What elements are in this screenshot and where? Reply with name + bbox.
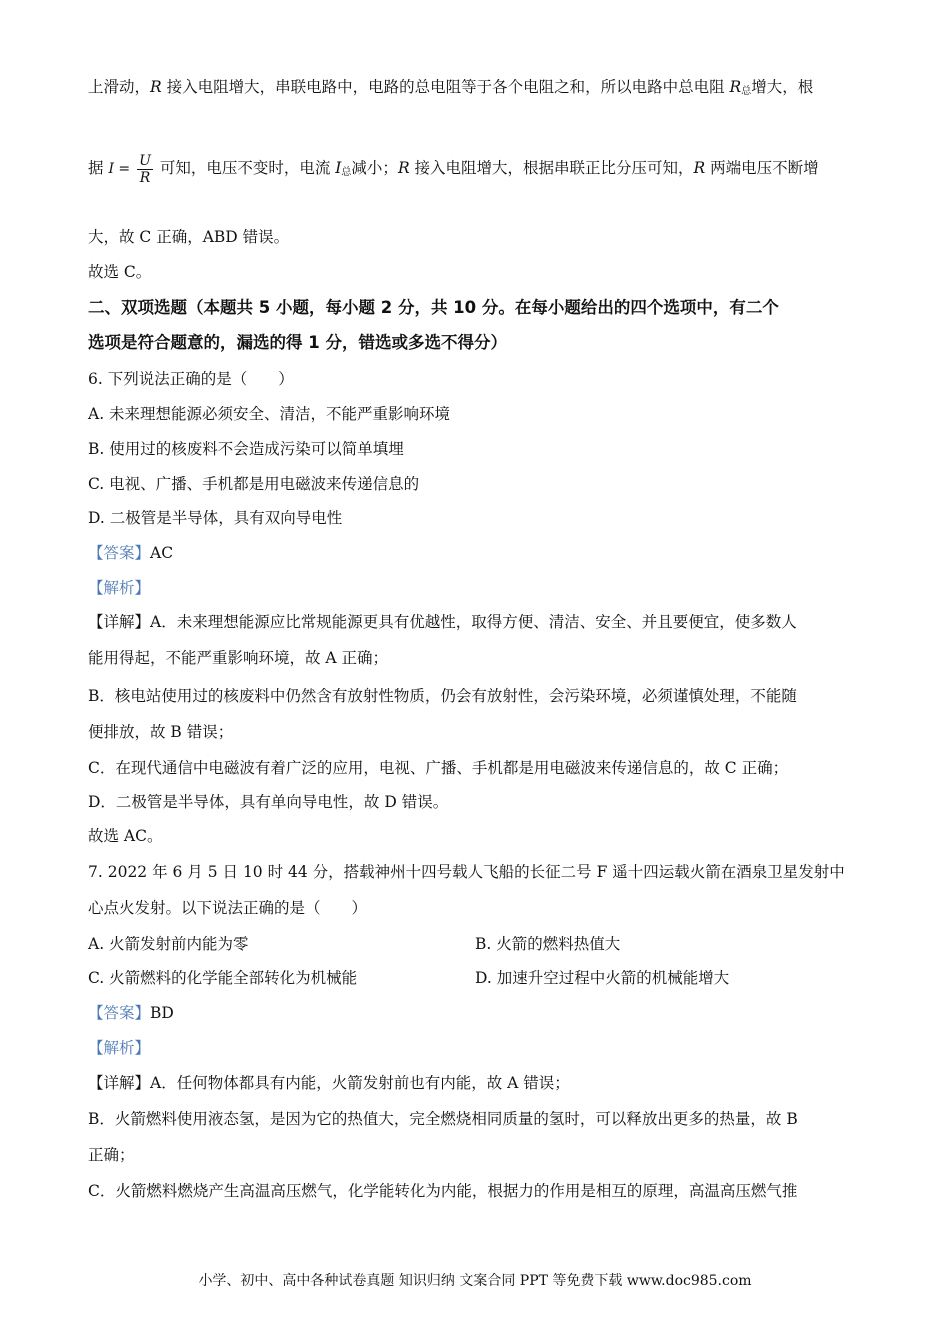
option-d: D. 加速升空过程中火箭的机械能增大 [475,969,730,987]
fraction: $\frac{U}{R}$ [139,152,151,186]
option-d: D. 二极管是半导体，具有双向导电性 [88,509,343,527]
option-row [88,934,862,954]
analysis-tag: 【解析】 [88,579,151,597]
detail-line: 【详解】A．未来理想能源应比常规能源更具有优越性，取得方便、清洁、安全、并且要便宜，使多数人 [88,613,797,631]
section-heading: 二、双项选题（本题共 5 小题，每小题 2 分，共 10 分。在每小题给出的四个选项中，有二个 [88,298,779,317]
option-b: B. 火箭的燃料热值大 [475,935,621,953]
paragraph-line: 大，故 C 正确，ABD 错误。 [88,228,290,246]
question-stem: 心点火发射。以下说法正确的是（ ） [88,899,368,917]
detail-line: C．在现代通信中电磁波有着广泛的应用，电视、广播、手机都是用电磁波来传递信息的，故 C 正确； [88,759,789,777]
option-a: A. 火箭发射前内能为零 [88,935,249,953]
detail-line: 正确； [88,1146,135,1164]
detail-line: 【详解】A．任何物体都具有内能，火箭发射前也有内能，故 A 错误； [88,1074,570,1092]
option-c: C. 电视、广播、手机都是用电磁波来传递信息的 [88,475,420,493]
section-heading: 选项是符合题意的，漏选的得 1 分，错选或多选不得分） [88,333,507,352]
detail-line: 便排放，故 B 错误； [88,723,234,741]
formula-line: 据 I = $\frac{U}{R}$ 可知，电压不变时，电流 $I_总$减小；R 接入电阻增大，根据串联正比分压可知，R 两端电压不断增 [88,152,819,186]
analysis-tag: 【解析】 [88,1039,151,1057]
detail-line: D．二极管是半导体，具有单向导电性，故 D 错误。 [88,793,449,811]
question-stem: 7. 2022 年 6 月 5 日 10 时 44 分，搭载神州十四号载人飞船的长征二号 F 遥十四运载火箭在酒泉卫星发射中 [88,863,845,881]
option-c: C. 火箭燃料的化学能全部转化为机械能 [88,969,358,987]
answer-line: 【答案】BD [88,1004,174,1022]
detail-line: B．火箭燃料使用液态氢，是因为它的热值大，完全燃烧相同质量的氢时，可以释放出更多的热量，故 B [88,1110,798,1128]
detail-line: 能用得起，不能严重影响环境，故 A 正确； [88,649,389,667]
paragraph-line: 上滑动，R 接入电阻增大，串联电路中，电路的总电阻等于各个电阻之和，所以电路中总电阻 $R_总$增大，根 [88,78,814,97]
answer-line: 【答案】AC [88,544,174,562]
question-stem: 6. 下列说法正确的是（ ） [88,370,294,388]
option-a: A. 未来理想能源必须安全、清洁，不能严重影响环境 [88,405,451,423]
option-b: B. 使用过的核废料不会造成污染可以简单填埋 [88,440,404,458]
choice-line: 故选 AC。 [88,827,163,845]
choice-line: 故选 C。 [88,263,152,281]
option-row [88,968,862,988]
detail-line: C．火箭燃料燃烧产生高温高压燃气，化学能转化为内能，根据力的作用是相互的原理，高温高压燃气推 [88,1182,798,1200]
detail-line: B．核电站使用过的核废料中仍然含有放射性物质，仍会有放射性，会污染环境，必须谨慎处理，不能随 [88,687,797,705]
page-footer: 小学、初中、高中各种试卷真题 知识归纳 文案合同 PPT 等免费下载 www.doc985.com [198,1273,752,1289]
